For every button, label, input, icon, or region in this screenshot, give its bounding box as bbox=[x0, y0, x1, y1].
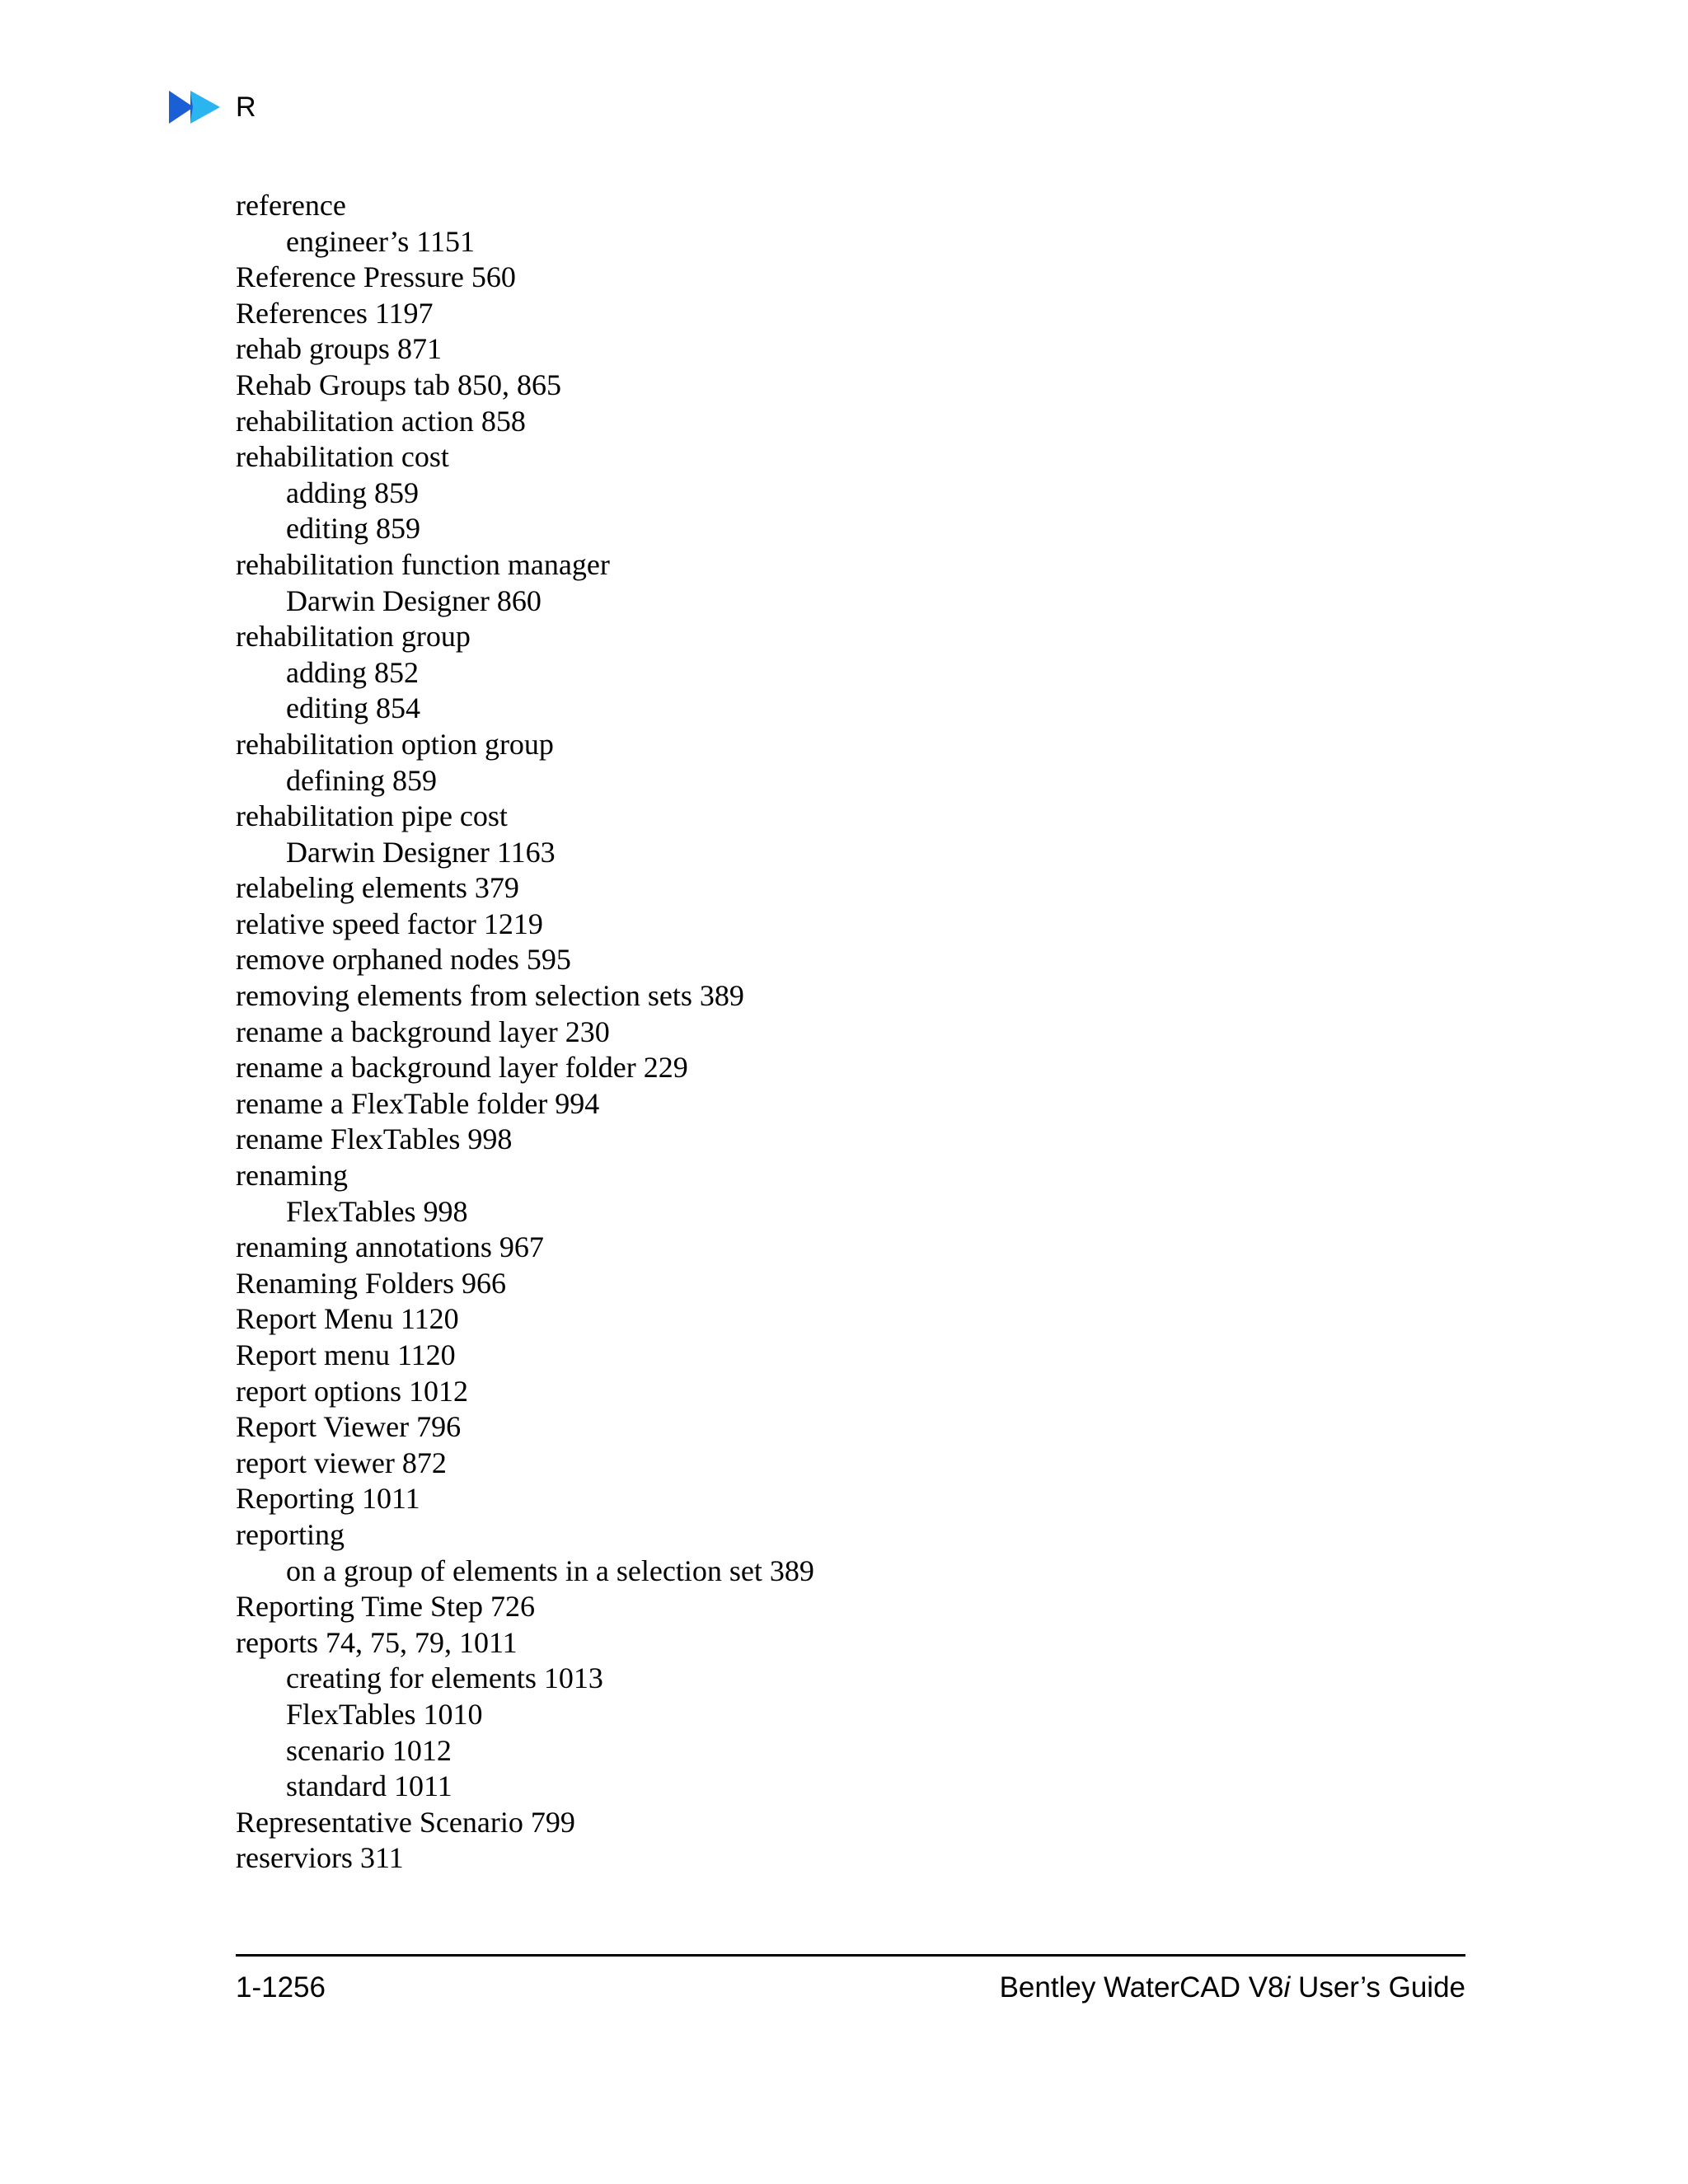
index-entry: rename FlexTables 998 bbox=[236, 1122, 513, 1156]
index-subentry: scenario 1012 bbox=[286, 1733, 452, 1767]
index-entry: rehabilitation group bbox=[236, 620, 471, 654]
footer-title-prefix: Bentley WaterCAD V8 bbox=[999, 1971, 1284, 2004]
footer-book-title bbox=[1000, 1971, 1465, 2004]
index-entry: rename a FlexTable folder 994 bbox=[236, 1086, 600, 1120]
section-header bbox=[169, 87, 256, 128]
index-entry: rehabilitation option group bbox=[236, 727, 554, 761]
index-entry: reserviors 311 bbox=[236, 1841, 404, 1875]
index-subentry: creating for elements 1013 bbox=[286, 1661, 603, 1695]
index-entry: Reference Pressure 560 bbox=[236, 260, 516, 294]
index-entry: rehabilitation action 858 bbox=[236, 404, 526, 438]
index-entry: renaming bbox=[236, 1159, 348, 1193]
index-subentry: Darwin Designer 860 bbox=[286, 583, 542, 617]
index-entry: Report menu 1120 bbox=[236, 1338, 456, 1371]
index-entry: report viewer 872 bbox=[236, 1446, 447, 1479]
index-entry: rename a background layer folder 229 bbox=[236, 1051, 688, 1085]
index-entry: relative speed factor 1219 bbox=[236, 907, 543, 940]
index-entry: Report Viewer 796 bbox=[236, 1410, 462, 1444]
index-subentry: defining 859 bbox=[286, 763, 437, 797]
index-entry: Reporting Time Step 726 bbox=[236, 1590, 536, 1624]
index-subentry: adding 852 bbox=[286, 655, 419, 689]
index-entry: Reporting 1011 bbox=[236, 1482, 420, 1516]
index-entry: relabeling elements 379 bbox=[236, 871, 519, 905]
index-list bbox=[236, 188, 1472, 1877]
index-entry: Representative Scenario 799 bbox=[236, 1805, 575, 1839]
index-entry: Rehab Groups tab 850, 865 bbox=[236, 368, 561, 401]
index-entry: rehab groups 871 bbox=[236, 332, 442, 366]
index-entry: removing elements from selection sets 389 bbox=[236, 979, 744, 1013]
index-entry: rehabilitation cost bbox=[236, 440, 449, 474]
index-entry: rehabilitation pipe cost bbox=[236, 799, 508, 833]
index-entry: reports 74, 75, 79, 1011 bbox=[236, 1625, 518, 1659]
index-subentry: editing 859 bbox=[286, 512, 420, 546]
index-entry: remove orphaned nodes 595 bbox=[236, 943, 571, 977]
index-subentry: adding 859 bbox=[286, 476, 419, 509]
footer-title-suffix: User’s Guide bbox=[1290, 1971, 1465, 2004]
index-subentry: Darwin Designer 1163 bbox=[286, 835, 556, 869]
index-entry: rename a background layer 230 bbox=[236, 1015, 610, 1048]
index-subentry: FlexTables 1010 bbox=[286, 1697, 483, 1731]
index-subentry: on a group of elements in a selection set 389 bbox=[286, 1554, 814, 1587]
footer-page-number: 1-1256 bbox=[236, 1971, 326, 2004]
footer-divider bbox=[236, 1954, 1465, 1957]
footer-title-italic: i bbox=[1283, 1971, 1291, 2004]
index-entry: reporting bbox=[236, 1517, 345, 1551]
index-subentry: engineer’s 1151 bbox=[286, 224, 475, 258]
index-entry: report options 1012 bbox=[236, 1374, 468, 1408]
index-entry: reference bbox=[236, 189, 346, 222]
index-subentry: FlexTables 998 bbox=[286, 1194, 468, 1228]
index-subentry: editing 854 bbox=[286, 691, 420, 725]
index-entry: rehabilitation function manager bbox=[236, 547, 610, 581]
index-entry: renaming annotations 967 bbox=[236, 1230, 544, 1264]
index-entry: Renaming Folders 966 bbox=[236, 1266, 506, 1300]
index-entry: References 1197 bbox=[236, 296, 434, 330]
index-entry: Report Menu 1120 bbox=[236, 1302, 459, 1336]
index-subentry: standard 1011 bbox=[286, 1769, 452, 1803]
double-arrow-icon bbox=[169, 89, 223, 125]
section-letter: R bbox=[236, 91, 256, 123]
